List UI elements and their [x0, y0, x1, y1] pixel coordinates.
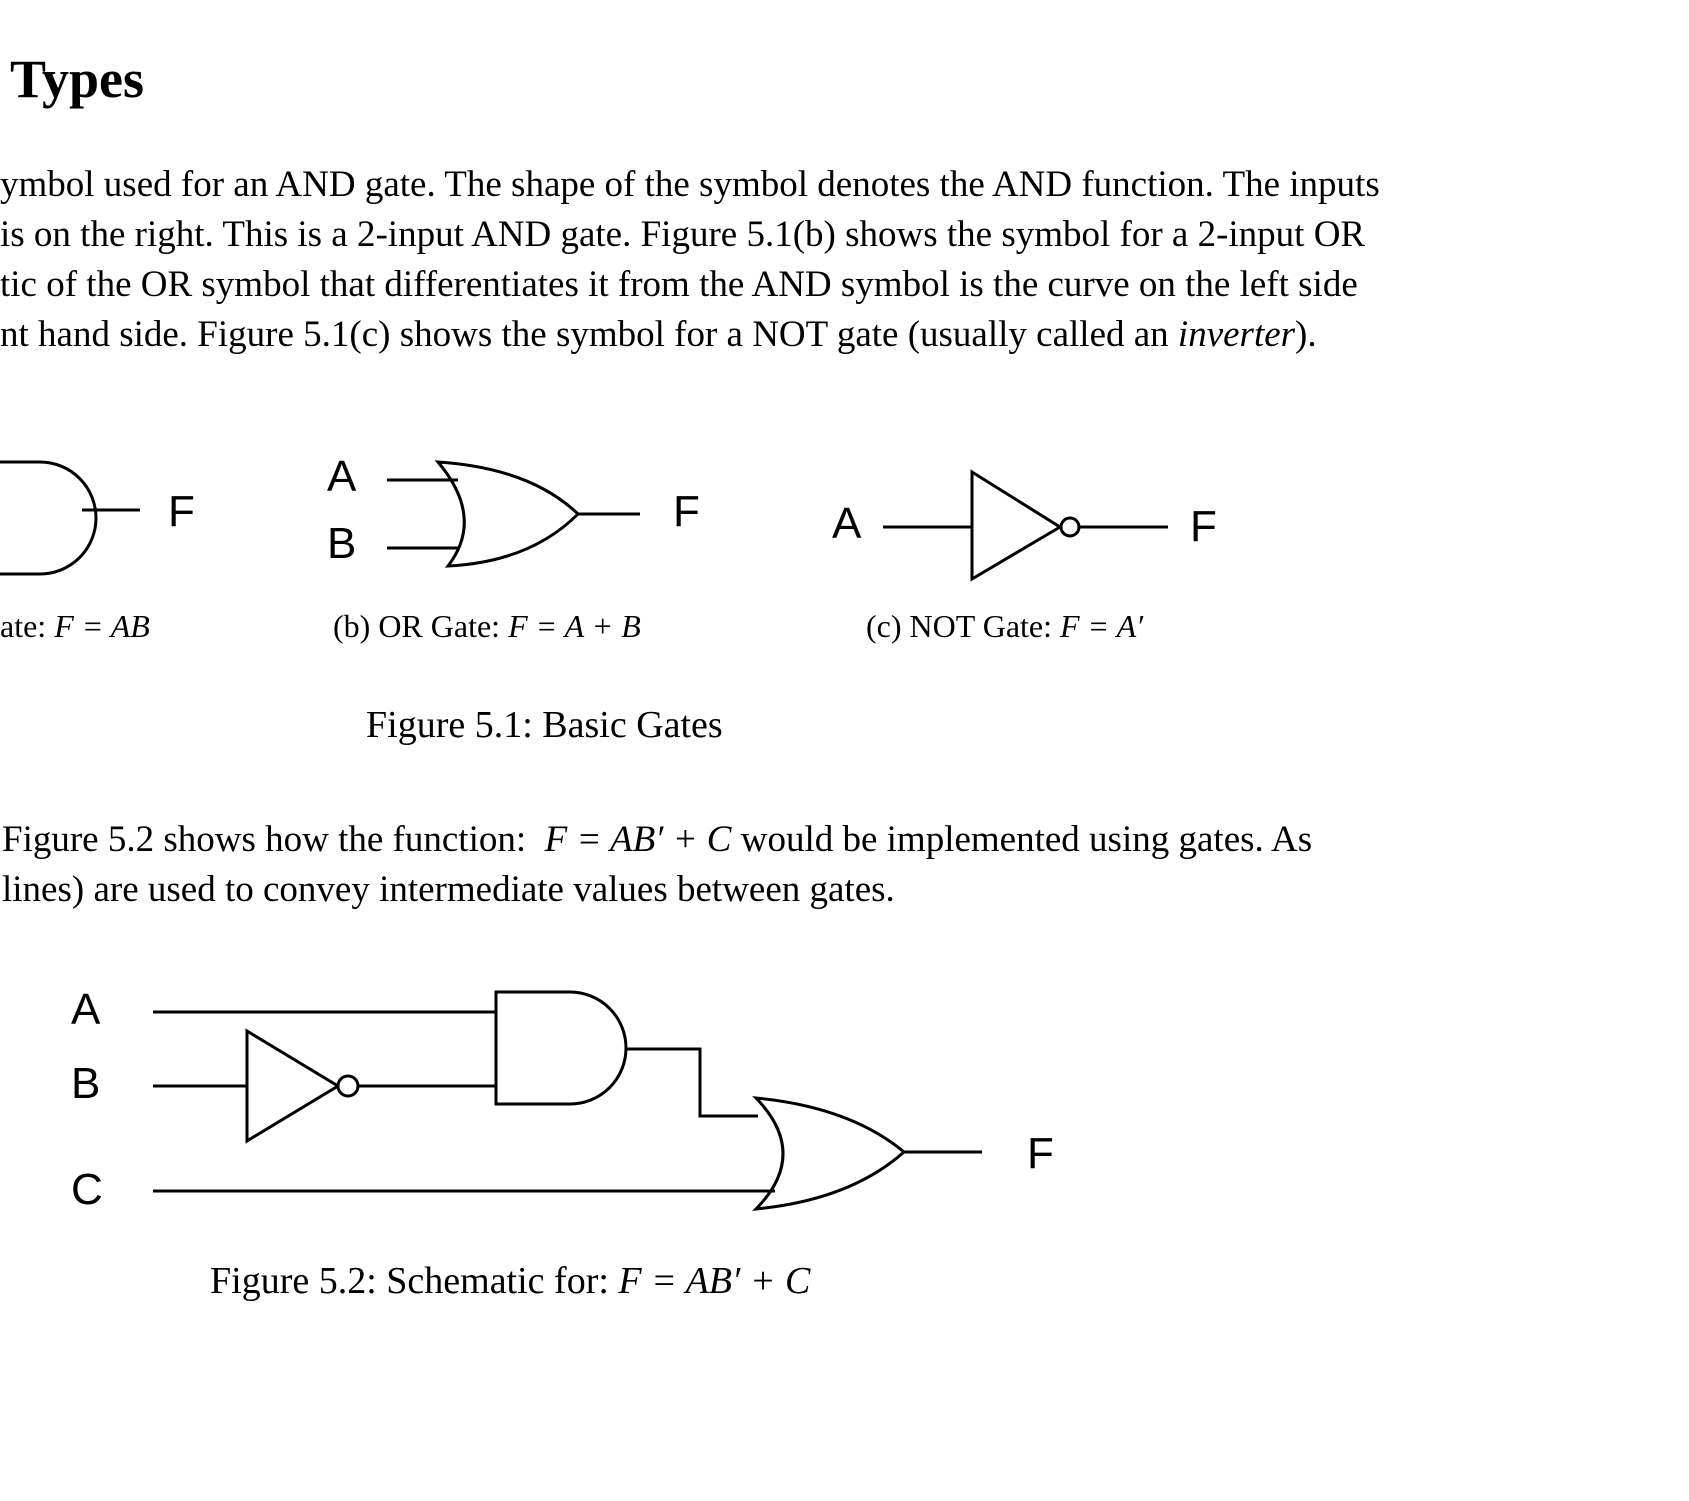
paragraph-line-1: ymbol used for an AND gate. The shape of the symbol denotes the AND function. The inputs: [0, 164, 1380, 205]
paragraph2-line-1-suffix: would be implemented using gates. As: [740, 819, 1313, 860]
figure-5-2-caption: [210, 1262, 810, 1300]
figure-5-2-caption-prefix: Figure 5.2: Schematic for:: [210, 1260, 609, 1302]
not-gate-output-label: F: [1190, 502, 1217, 551]
figure-5-2-caption-math: F = AB′ + C: [618, 1260, 811, 1302]
and-gate-caption-math: F = AB: [54, 608, 150, 644]
or-gate-body: [756, 1098, 904, 1209]
paragraph-line-4-text: nt hand side. Figure 5.1(c) shows the symbol for a NOT gate (usually called an: [0, 314, 1178, 355]
not-gate-input-label: A: [832, 499, 862, 548]
section-heading: Types: [10, 49, 145, 109]
and-gate-caption-prefix: ate:: [0, 608, 47, 644]
figure-5-1-caption: Figure 5.1: Basic Gates: [366, 704, 723, 746]
and-gate-output-label: F: [168, 487, 195, 536]
or-gate-caption-prefix: (b) OR Gate:: [333, 608, 501, 644]
paragraph-line-4-end: ).: [1295, 314, 1317, 355]
or-gate-caption-math: F = A + B: [508, 608, 641, 644]
paragraph2-line-2: lines) are used to convey intermediate values between gates.: [2, 869, 895, 910]
not-gate-caption-math: F = A′: [1060, 608, 1144, 644]
or-gate-input-a-label: A: [327, 452, 357, 501]
paragraph2-line-1-prefix: Figure 5.2 shows how the function:: [2, 819, 527, 860]
paragraph2-line-1-math: F = AB′ + C: [544, 819, 732, 860]
or-gate-input-b-label: B: [327, 519, 357, 568]
and-gate-body: [496, 992, 626, 1104]
paragraph-line-2: is on the right. This is a 2-input AND gate. Figure 5.1(b) shows the symbol for a 2-input OR: [0, 214, 1366, 255]
schematic-input-c-label: C: [71, 1165, 103, 1214]
inverter-bubble: [338, 1076, 358, 1096]
and-to-or-wire: [626, 1049, 758, 1116]
schematic-input-b-label: B: [71, 1059, 101, 1108]
inverter-term: inverter: [1177, 314, 1296, 355]
or-gate-output-label: F: [673, 487, 700, 536]
schematic-output-label: F: [1027, 1129, 1054, 1178]
paragraph-line-3: tic of the OR symbol that differentiates it from the AND symbol is the curve on the left side: [0, 264, 1358, 305]
inverter-triangle: [247, 1031, 338, 1141]
not-gate-caption-prefix: (c) NOT Gate:: [866, 608, 1052, 644]
schematic-input-a-label: A: [71, 985, 101, 1034]
